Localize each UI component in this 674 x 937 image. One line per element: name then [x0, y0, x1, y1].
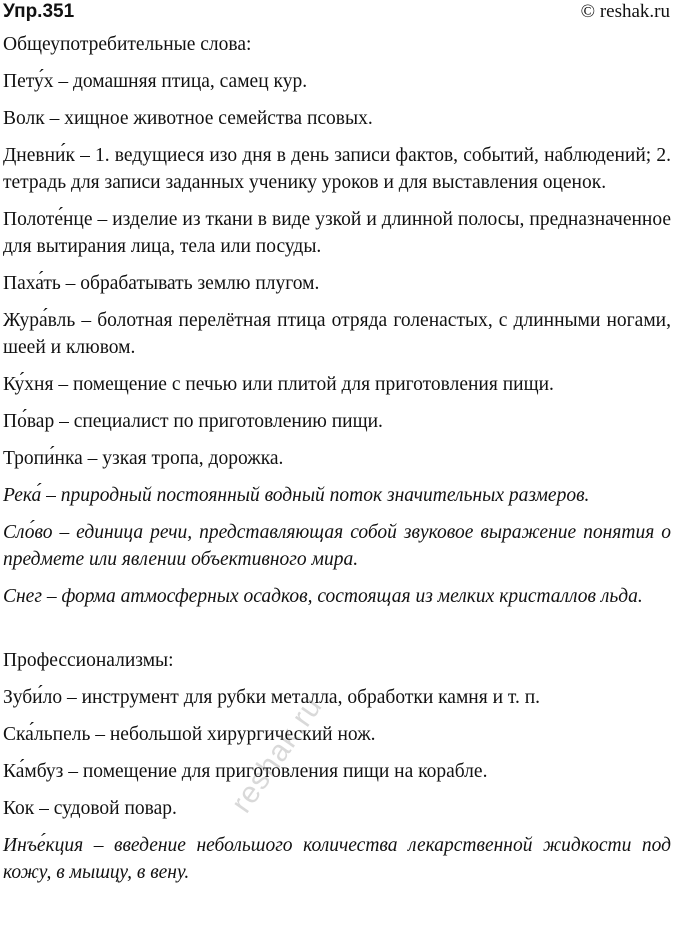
definition-entry: Тропи́нка – узкая тропа, дорожка.	[3, 448, 284, 469]
definition-entry: Полоте́нце – изделие из ткани в виде узкой и длинной полосы, предназначенное для вытирания лица, тела или посуды.	[3, 209, 671, 257]
page-header	[0, 0, 674, 30]
definition-entry: Ска́льпель – небольшой хирургический нож.	[3, 724, 376, 745]
definition-entry-italic: Река́ – природный постоянный водный поток значительных размеров.	[3, 485, 590, 506]
general-entries-list	[3, 68, 671, 610]
definition-entry: По́вар – специалист по приготовлению пищи.	[3, 411, 383, 432]
definition-entry: Дневни́к – 1. ведущиеся изо дня в день записи фактов, событий, наблюдений; 2. тетрадь для записи заданных ученику уроков и для выставления оценок.	[3, 145, 671, 193]
exercise-title: Упр.351	[3, 1, 75, 22]
definition-entry: Паха́ть – обрабатывать землю плугом.	[3, 273, 320, 294]
definition-entry: Кок – судовой повар.	[3, 798, 177, 819]
diagonal-watermark: reshak.ru	[225, 690, 329, 819]
section-spacer	[3, 620, 671, 647]
definition-entry-italic: Инъе́кция – введение небольшого количества лекарственной жидкости под кожу, в мышцу, в вену.	[3, 835, 671, 883]
professional-entries-list	[3, 684, 671, 886]
definition-entry-italic: Снег – форма атмосферных осадков, состоящая из мелких кристаллов льда.	[3, 586, 643, 607]
definition-entry: Пету́х – домашняя птица, самец кур.	[3, 71, 308, 92]
definition-entry: Зуби́ло – инструмент для рубки металла, обработки камня и т. п.	[3, 687, 541, 708]
definition-entry: Жура́вль – болотная перелётная птица отряда голенастых, с длинными ногами, шеей и клювом.	[3, 310, 671, 358]
section-heading-professional: Профессионализмы:	[3, 650, 174, 671]
definition-entry: Волк – хищное животное семейства псовых.	[3, 108, 373, 129]
document-body	[3, 31, 671, 896]
definition-entry: Ка́мбуз – помещение для приготовления пищи на корабле.	[3, 761, 488, 782]
definition-entry-italic: Сло́во – единица речи, представляющая собой звуковое выражение понятия о предмете или явлении объективного мира.	[3, 522, 671, 570]
section-heading-general: Общеупотребительные слова:	[3, 34, 252, 55]
site-copyright: © reshak.ru	[580, 1, 670, 22]
definition-entry: Ку́хня – помещение с печью или плитой для приготовления пищи.	[3, 374, 554, 395]
